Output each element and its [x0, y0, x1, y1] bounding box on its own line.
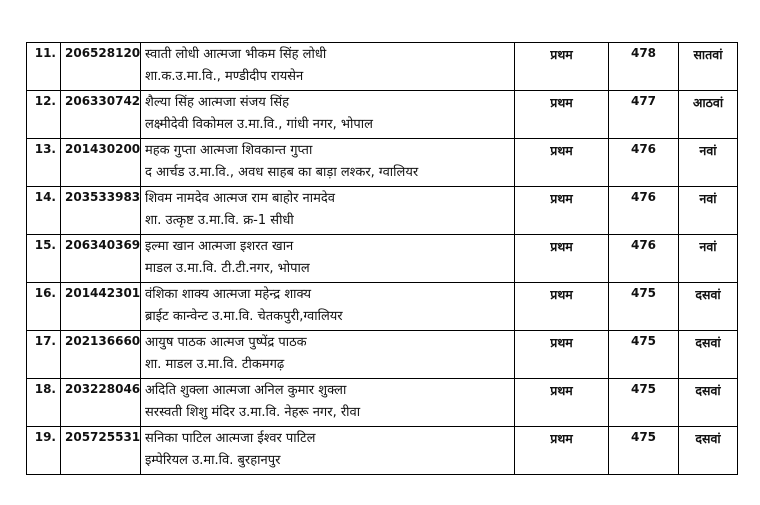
serial-number: 17.: [27, 331, 61, 379]
roll-number: 203533983: [61, 187, 141, 235]
rank: दसवां: [679, 331, 738, 379]
division: प्रथम: [515, 331, 609, 379]
results-table: [26, 42, 738, 475]
division: प्रथम: [515, 91, 609, 139]
student-name: अदिति शुक्ला आत्मजा अनिल कुमार शुक्ला: [145, 383, 347, 398]
roll-number: 203228046: [61, 379, 141, 427]
student-name: शैल्या सिंह आत्मजा संजय सिंह: [145, 95, 290, 110]
table-row: [27, 379, 738, 427]
serial-number: 19.: [27, 427, 61, 475]
table-row: [27, 91, 738, 139]
serial-number: 12.: [27, 91, 61, 139]
student-cell: [141, 379, 515, 427]
school-name: शा.क.उ.मा.वि., मण्डीदीप रायसेन: [145, 69, 304, 84]
division: प्रथम: [515, 235, 609, 283]
table-row: [27, 331, 738, 379]
roll-number: 201430200: [61, 139, 141, 187]
serial-number: 14.: [27, 187, 61, 235]
school-name: इम्पेरियल उ.मा.वि. बुरहानपुर: [145, 453, 281, 468]
rank: दसवां: [679, 283, 738, 331]
serial-number: 13.: [27, 139, 61, 187]
division: प्रथम: [515, 43, 609, 91]
roll-number: 206330742: [61, 91, 141, 139]
student-cell: [141, 427, 515, 475]
table-row: [27, 283, 738, 331]
student-name: इल्मा खान आत्मजा इशरत खान: [145, 239, 294, 254]
student-cell: [141, 235, 515, 283]
serial-number: 16.: [27, 283, 61, 331]
table-row: [27, 43, 738, 91]
division: प्रथम: [515, 283, 609, 331]
student-cell: [141, 139, 515, 187]
roll-number: 201442301: [61, 283, 141, 331]
results-table-body: [27, 43, 738, 475]
table-row: [27, 187, 738, 235]
roll-number: 206528120: [61, 43, 141, 91]
marks: 475: [609, 331, 679, 379]
rank: दसवां: [679, 379, 738, 427]
marks: 477: [609, 91, 679, 139]
table-row: [27, 427, 738, 475]
student-cell: [141, 43, 515, 91]
school-name: द आर्चड उ.मा.वि., अवध साहब का बाड़ा लश्कर, ग्वालियर: [145, 165, 419, 180]
student-name: स्वाती लोधी आत्मजा भीकम सिंह लोधी: [145, 47, 327, 62]
roll-number: 205725531: [61, 427, 141, 475]
student-name: वंशिका शाक्य आत्मजा महेन्द्र शाक्य: [145, 287, 312, 302]
division: प्रथम: [515, 139, 609, 187]
marks: 475: [609, 283, 679, 331]
school-name: शा. माडल उ.मा.वि. टीकमगढ़: [145, 357, 285, 372]
division: प्रथम: [515, 187, 609, 235]
rank: सातवां: [679, 43, 738, 91]
school-name: ब्राईट कान्वेन्ट उ.मा.वि. चेतकपुरी,ग्वालियर: [145, 309, 343, 324]
school-name: लक्ष्मीदेवी विकोमल उ.मा.वि., गांधी नगर, भोपाल: [145, 117, 373, 132]
serial-number: 15.: [27, 235, 61, 283]
roll-number: 206340369: [61, 235, 141, 283]
student-name: शिवम नामदेव आत्मज राम बाहोर नामदेव: [145, 191, 336, 206]
marks: 475: [609, 379, 679, 427]
student-name: महक गुप्ता आत्मजा शिवकान्त गुप्ता: [145, 143, 313, 158]
rank: दसवां: [679, 427, 738, 475]
rank: नवां: [679, 139, 738, 187]
student-name: आयुष पाठक आत्मज पुष्पेंद्र पाठक: [145, 335, 307, 350]
school-name: शा. उत्कृष्ट उ.मा.वि. क्र-1 सीधी: [145, 213, 294, 228]
student-cell: [141, 91, 515, 139]
rank: नवां: [679, 235, 738, 283]
marks: 476: [609, 235, 679, 283]
student-cell: [141, 283, 515, 331]
marks: 478: [609, 43, 679, 91]
school-name: माडल उ.मा.वि. टी.टी.नगर, भोपाल: [145, 261, 310, 276]
rank: आठवां: [679, 91, 738, 139]
marks: 476: [609, 187, 679, 235]
table-row: [27, 139, 738, 187]
serial-number: 18.: [27, 379, 61, 427]
marks: 475: [609, 427, 679, 475]
school-name: सरस्वती शिशु मंदिर उ.मा.वि. नेहरू नगर, रीवा: [145, 405, 361, 420]
student-name: सनिका पाटिल आत्मजा ईश्वर पाटिल: [145, 431, 316, 446]
student-cell: [141, 331, 515, 379]
table-row: [27, 235, 738, 283]
serial-number: 11.: [27, 43, 61, 91]
rank: नवां: [679, 187, 738, 235]
division: प्रथम: [515, 427, 609, 475]
division: प्रथम: [515, 379, 609, 427]
roll-number: 202136660: [61, 331, 141, 379]
student-cell: [141, 187, 515, 235]
marks: 476: [609, 139, 679, 187]
